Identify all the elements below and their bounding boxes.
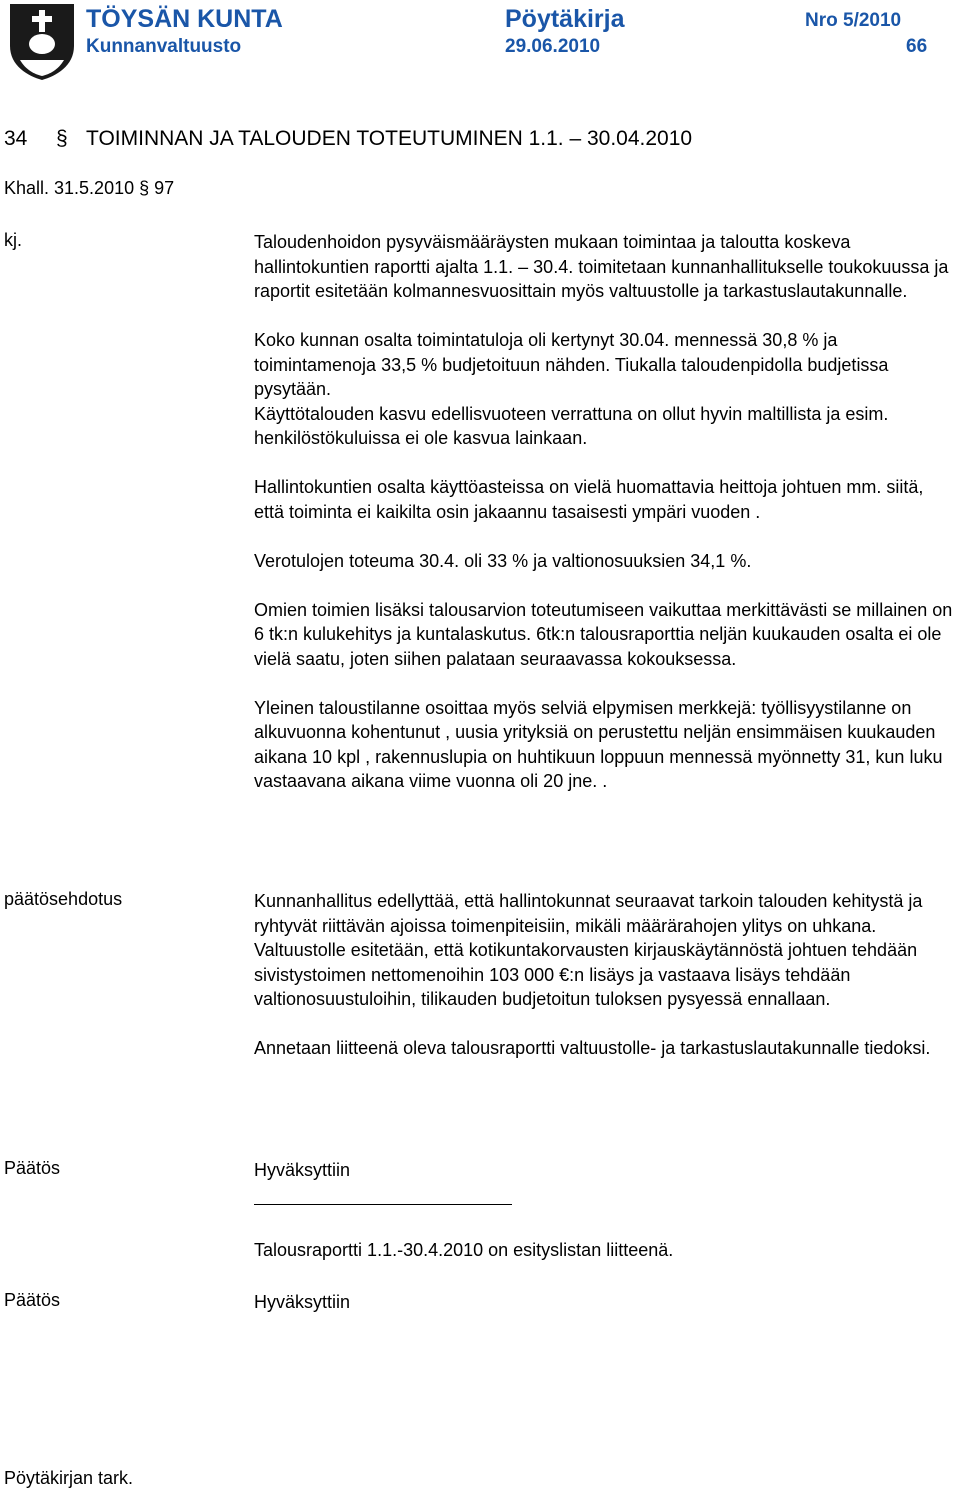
section-mark: § bbox=[56, 127, 68, 150]
paragraph: Yleinen taloustilanne osoittaa myös selviä elpymisen merkkejä: työllisyystilanne on alkuvuonna kohentunut , uusia yrityksiä on perustettu neljän ensimmäisen kuukauden aikana 10 kpl , rakennuslupia on huhtikuun loppuun mennessä myönnetty 31, kun luku vastaavana aikana viime vuonna oli 20 jne. . bbox=[254, 697, 943, 791]
document-number: Nro 5/2010 bbox=[805, 10, 902, 31]
attachment-note: Talousraportti 1.1.-30.4.2010 on esityslistan liitteenä. bbox=[254, 1240, 674, 1260]
proposal-text bbox=[254, 889, 956, 1061]
section-title: TOIMINNAN JA TALOUDEN TOTEUTUMINEN 1.1. – 30.04.2010 bbox=[86, 127, 693, 150]
council-name: Kunnanvaltuusto bbox=[86, 36, 242, 57]
paragraph: Verotulojen toteuma 30.4. oli 33 % ja valtionosuuksien 34,1 %. bbox=[254, 550, 752, 571]
kj-label: kj. bbox=[4, 230, 22, 250]
paragraph: Hallintokuntien osalta käyttöasteissa on vielä huomattavia heittoja johtuen mm. siitä, että toiminta ei kaikilta osin jakaannu tasaisesti ympäri vuoden . bbox=[254, 477, 924, 522]
paragraph: Kunnanhallitus edellyttää, että hallintokunnat seuraavat tarkoin talouden kehitystä ja ryhtyvät riittävän ajoissa toimenpiteisiin, mikäli määrärahojen ylitys on uhkana. bbox=[254, 891, 923, 936]
board-reference: Khall. 31.5.2010 § 97 bbox=[4, 178, 175, 198]
divider-line bbox=[254, 1204, 512, 1205]
section-heading bbox=[4, 127, 692, 151]
decision-text: Hyväksyttiin bbox=[254, 1292, 351, 1312]
paragraph: Käyttötalouden kasvu edellisvuoteen verrattuna on ollut hyvin maltillista ja esim. henkilöstökuluissa ei ole kasvua lainkaan. bbox=[254, 403, 889, 448]
meeting-date: 29.06.2010 bbox=[505, 36, 601, 57]
paragraph: Omien toimien lisäksi talousarvion toteutumiseen vaikuttaa merkittävästi se millainen on 6 tk:n kulukehitys ja kuntalaskutus. 6tk:n talousraporttia neljän kuukauden osalta ei ole vielä saatu, joten siihen palataan seuraavassa kokouksessa. bbox=[254, 599, 953, 669]
paragraph: Taloudenhoidon pysyväismääräysten mukaan toimintaa ja taloutta koskeva hallintokuntien raportti ajalta 1.1. – 30.4. toimitetaan kunnanhallitukselle toukokuussa ja raportit esitetään kolmannesvuosittain myös valtuustolle ja tarkastuslautakunnalle. bbox=[254, 232, 949, 301]
paragraph: Koko kunnan osalta toimintatuloja oli kertynyt 30.04. mennessä 30,8 % ja toimintamenoja 33,5 % budjetoituun nähden. Tiukalla taloudenpidolla budjetissa pysytään. bbox=[254, 330, 889, 399]
coat-of-arms-icon bbox=[8, 2, 76, 82]
municipality-name: TÖYSÄN KUNTA bbox=[86, 5, 283, 33]
paragraph: Valtuustolle esitetään, että kotikuntakorvausten kirjauskäytännöstä johtuen tehdään sivistystoimen nettomenoihin 103 000 €:n lisäys ja vastaava lisäys tehdään valtionosuustuloihin, tilikauden budjetoitun tuloksen pysyessä ennallaan. bbox=[254, 940, 918, 1009]
preparation-text bbox=[254, 230, 956, 794]
proposal-label: päätösehdotus bbox=[4, 889, 123, 909]
section-number: 34 bbox=[4, 127, 28, 150]
paragraph: Annetaan liitteenä oleva talousraportti valtuustolle- ja tarkastuslautakunnalle tiedoksi. bbox=[254, 1038, 931, 1058]
minutes-check-label: Pöytäkirjan tark. bbox=[4, 1468, 134, 1488]
document-type: Pöytäkirja bbox=[505, 5, 625, 33]
decision-label: Päätös bbox=[4, 1158, 61, 1178]
page-number: 66 bbox=[906, 36, 928, 57]
decision-label: Päätös bbox=[4, 1290, 61, 1310]
decision-text: Hyväksyttiin bbox=[254, 1160, 351, 1180]
